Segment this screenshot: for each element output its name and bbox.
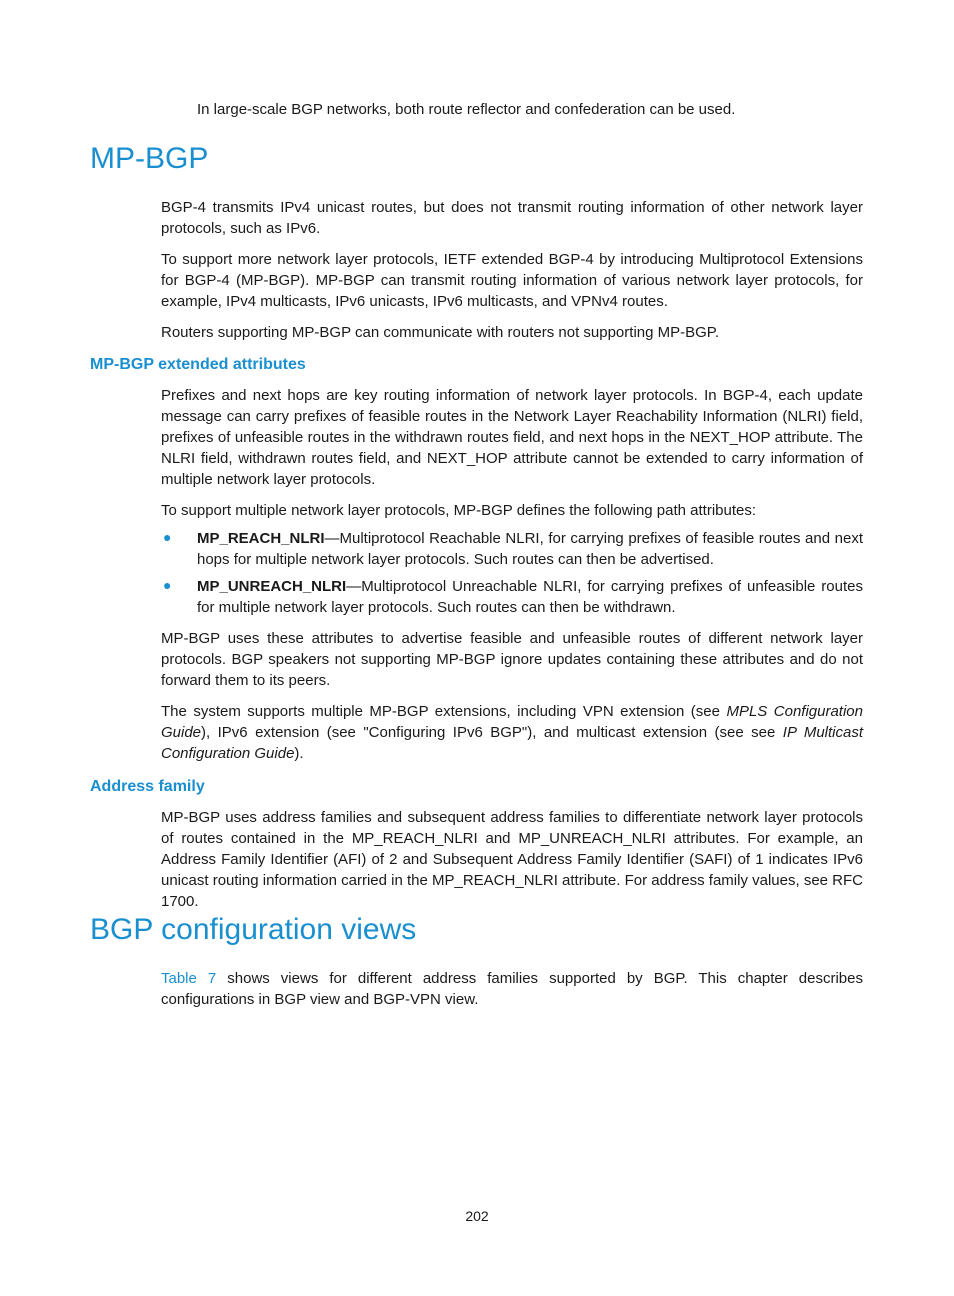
list-item (161, 576, 863, 624)
bullet-icon: ● (163, 529, 172, 545)
list-item (161, 528, 863, 576)
attribute-term: MP_REACH_NLRI (197, 530, 325, 547)
attrs-paragraph-1: Prefixes and next hops are key routing information of network layer protocols. In BGP-4, each update message can carry prefixes of feasible routes in the Network Layer Reachability Information (NLRI) field, prefixes of unfeasible routes in the withdrawn routes field, and next hops in the NEXT_HOP attribute. The NLRI field, withdrawn routes field, and NEXT_HOP attribute cannot be extended to carry information of multiple network layer protocols. (161, 387, 863, 488)
views-paragraph-1 (161, 968, 863, 1010)
section-title-mpbgp: MP-BGP (90, 142, 209, 175)
table-7-link[interactable]: Table 7 (161, 970, 217, 987)
guide-reference: IP Multicast Configuration Guide (161, 724, 864, 762)
mpbgp-paragraph-3: Routers supporting MP-BGP can communicate with routers not supporting MP-BGP. (161, 324, 720, 341)
text-run: ), IPv6 extension (see "Configuring IPv6 BGP"), and multicast extension (see see (201, 724, 783, 741)
list-item-text (197, 528, 863, 570)
list-item-text (197, 576, 863, 618)
page-number: 202 (465, 1208, 489, 1224)
mpbgp-paragraph-1: BGP-4 transmits IPv4 unicast routes, but does not transmit routing information of other network layer protocols, such as IPv6. (161, 199, 863, 237)
attribute-description: —Multiprotocol Unreachable NLRI, for carrying prefixes of unfeasible routes for multiple network layer protocols. Such routes can then be withdrawn. (197, 578, 863, 616)
intro-paragraph: In large-scale BGP networks, both route reflector and confederation can be used. (197, 101, 736, 118)
bullet-icon: ● (163, 577, 172, 593)
attribute-term: MP_UNREACH_NLRI (197, 578, 347, 595)
text-run: The system supports multiple MP-BGP extensions, including VPN extension (see (161, 703, 727, 720)
text-run: ). (294, 745, 304, 762)
attrs-paragraph-3: MP-BGP uses these attributes to advertise feasible and unfeasible routes of different network layer protocols. BGP speakers not supporting MP-BGP ignore updates containing these attributes and do not forward them to its peers. (161, 630, 863, 689)
attrs-paragraph-2: To support multiple network layer protocols, MP-BGP defines the following path attributes: (161, 502, 757, 519)
attrs-paragraph-4 (161, 701, 863, 764)
attribute-description: —Multiprotocol Reachable NLRI, for carrying prefixes of feasible routes and next hops for multiple network layer protocols. Such routes can then be advertised. (197, 530, 863, 568)
text-run: shows views for different address families supported by BGP. This chapter describes configurations in BGP view and BGP-VPN view. (161, 970, 863, 1008)
mpbgp-paragraph-2: To support more network layer protocols, IETF extended BGP-4 by introducing Multiprotocol Extensions for BGP-4 (MP-BGP). MP-BGP can transmit routing information of various network layer protocols, for example, IPv4 multicasts, IPv6 unicasts, IPv6 multicasts, and VPNv4 routes. (161, 251, 863, 310)
subsection-title-address-family: Address family (90, 778, 205, 795)
guide-reference: MPLS Configuration Guide (161, 703, 863, 741)
subsection-title-attributes: MP-BGP extended attributes (90, 356, 306, 373)
family-paragraph-1: MP-BGP uses address families and subsequent address families to differentiate network layer protocols of routes contained in the MP_REACH_NLRI and MP_UNREACH_NLRI attributes. For example, an Address Family Identifier (AFI) of 2 and Subsequent Address Family Identifier (SAFI) of 1 indicates IPv6 unicast routing information carried in the MP_REACH_NLRI attribute. For address family values, see RFC 1700. (161, 809, 863, 910)
section-title-views: BGP configuration views (90, 913, 417, 946)
bullet-list (161, 528, 863, 624)
